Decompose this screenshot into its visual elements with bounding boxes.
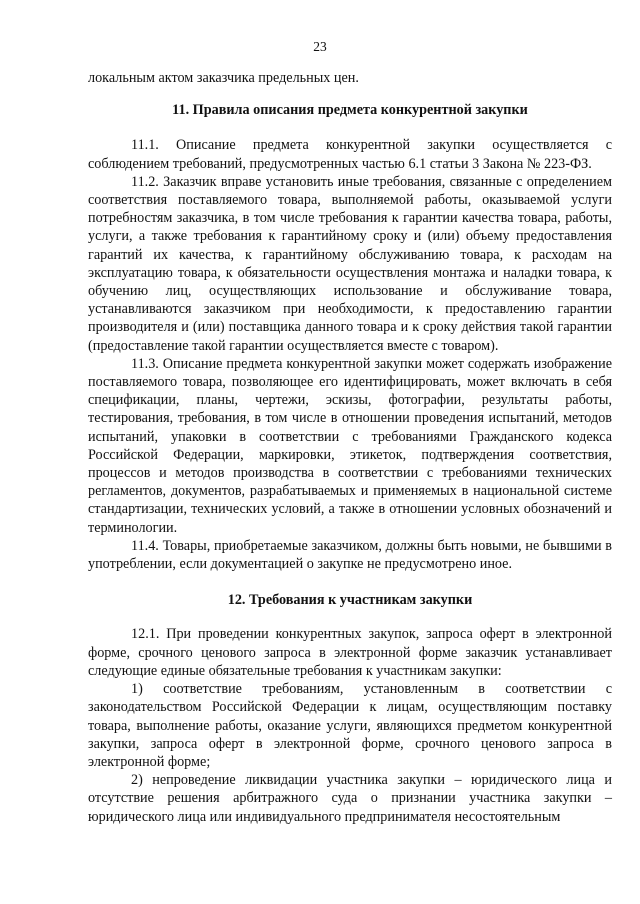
paragraph-11-3: 11.3. Описание предмета конкурентной закупки может содержать изображение поставляемого товара, позволяющее его идентифицировать, может включать в себя спецификации, планы, чертежи, эскизы, фотографии, результаты работы, тестирования, требования, в том числе в отношении проведения испытаний, методов испытаний, упаковки в соответствии с требованиями Гражданского кодекса Российской Федерации, маркировки, этикеток, подтверждения соответствия, процессов и методов производства в соответствии с требованиями технических регламентов, документов, разрабатываемых и применяемых в национальной системе стандартизации, технических условий, а также в отношении условных обозначений и терминологии.	[88, 355, 612, 536]
continuation-paragraph: локальным актом заказчика предельных цен.	[88, 70, 359, 86]
section-12-heading: 12. Требования к участникам закупки	[227, 592, 473, 609]
paragraph-11-4: 11.4. Товары, приобретаемые заказчиком, должны быть новыми, не бывшими в употреблении, если документацией о закупке не предусмотрено иное.	[88, 537, 612, 573]
paragraph-12-1: 12.1. При проведении конкурентных закупок, запроса оферт в электронной форме, срочного ценового запроса в электронной форме заказчик устанавливает следующие единые обязательные требования к участникам закупки:	[88, 626, 612, 679]
list-item-2: 2) непроведение ликвидации участника закупки – юридического лица и отсутствие решения арбитражного суда о признании участника закупки – юридического лица или индивидуального предпринимателя несостоятельным	[88, 772, 612, 825]
section-11-heading: 11. Правила описания предмета конкурентной закупки	[172, 102, 528, 119]
list-item-1: 1) соответствие требованиям, установленным в соответствии с законодательством Российской Федерации к лицам, осуществляющим поставку товара, выполнение работы, оказание услуги, являющихся предметом конкурентной закупки, запроса оферт в электронной форме, срочного ценового запроса в электронной форме;	[88, 681, 612, 770]
paragraph-11-2: 11.2. Заказчик вправе установить иные требования, связанные с определением соответствия поставляемого товара, выполняемой работы, оказываемой услуги потребностям заказчика, в том числе требования к гарантии качества товара, работы, услуги, а также требования к гарантийному сроку и (или) объему предоставления гарантий их качества, к гарантийному обслуживанию товара, к расходам на эксплуатацию товара, к обязательности осуществления монтажа и наладки товара, к обучению лиц, осуществляющих использование и обслуживание товара, устанавливаются заказчиком при необходимости, к предоставлению гарантии производителя и (или) поставщика данного товара и к сроку действия такой гарантии (предоставление такой гарантии осуществляется вместе с товаром).	[88, 173, 612, 354]
paragraph-11-1: 11.1. Описание предмета конкурентной закупки осуществляется с соблюдением требований, предусмотренных частью 6.1 статьи 3 Закона № 223-ФЗ.	[88, 137, 612, 172]
page-number: 23	[313, 39, 327, 54]
document-body	[88, 69, 612, 826]
